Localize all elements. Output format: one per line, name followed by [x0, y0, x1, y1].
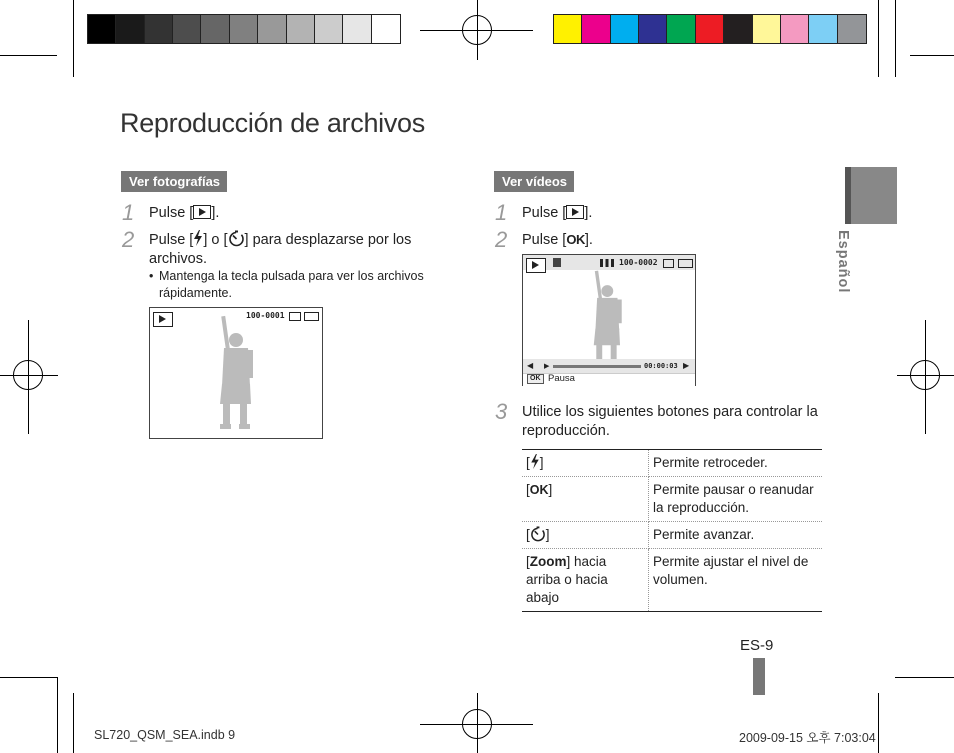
- controls-table: [522, 449, 822, 612]
- footer-date: 2009-09-15 오후 7:03:04: [739, 731, 876, 745]
- page-title: Reproducción de archivos: [120, 108, 425, 138]
- control-description: Permite avanzar.: [649, 522, 823, 549]
- control-description: Permite ajustar el nivel de volumen.: [649, 549, 823, 612]
- step-number: 1: [122, 200, 135, 225]
- gray-swatch: [343, 15, 371, 43]
- person-silhouette: [581, 269, 637, 369]
- color-swatch: [838, 15, 866, 43]
- fast-forward-icon: ▶: [683, 361, 690, 370]
- color-swatch: [753, 15, 781, 43]
- pause-indicator-icon: ▶: [544, 363, 550, 370]
- color-swatch: [667, 15, 695, 43]
- section-label-photos: Ver fotografías: [121, 171, 227, 192]
- photos-step-2: Pulse [ ] o [ ] para desplazarse por los archivos.: [149, 232, 412, 267]
- gray-swatch: [287, 15, 315, 43]
- battery-icon: [678, 259, 693, 268]
- control-key: [ ]: [522, 450, 649, 477]
- color-swatch: [781, 15, 809, 43]
- language-tab-block: [845, 167, 897, 224]
- play-icon: [193, 205, 211, 219]
- color-swatch: [809, 15, 837, 43]
- color-swatch: [696, 15, 724, 43]
- person-silhouette: [210, 314, 266, 432]
- color-swatch: [639, 15, 667, 43]
- step-number: 2: [495, 227, 508, 252]
- gray-swatch: [258, 15, 286, 43]
- step-number: 3: [495, 399, 508, 424]
- control-key: [ ]: [522, 522, 649, 549]
- gray-swatch: [88, 15, 116, 43]
- color-swatch: [611, 15, 639, 43]
- gray-swatch: [315, 15, 343, 43]
- process-color-bar: [553, 14, 867, 44]
- status-text: Pausa: [548, 373, 575, 384]
- volume-icon: [600, 259, 614, 267]
- videos-step-2: Pulse [OK].: [522, 232, 593, 248]
- page-number: ES-9: [740, 637, 774, 654]
- step-number: 2: [122, 227, 135, 252]
- ok-key: OK: [566, 232, 585, 247]
- battery-icon: [304, 312, 319, 321]
- video-playback-screen: [522, 254, 696, 386]
- memory-icon: [289, 312, 301, 321]
- rewind-icon: ◀: [527, 361, 534, 370]
- gray-swatch: [372, 15, 400, 43]
- timer-icon: [228, 230, 245, 247]
- footer-file: SL720_QSM_SEA.indb 9: [94, 728, 236, 742]
- movie-icon: [553, 258, 561, 267]
- language-tab-edge: [845, 167, 851, 224]
- gray-swatch: [230, 15, 258, 43]
- flash-icon: [530, 454, 540, 469]
- video-progress-track: [553, 365, 641, 368]
- color-swatch: [554, 15, 582, 43]
- step-number: 1: [495, 200, 508, 225]
- control-description: Permite retroceder.: [649, 450, 823, 477]
- file-counter: 100-0001: [246, 311, 285, 320]
- grayscale-color-bar: [87, 14, 401, 44]
- playback-mode-icon: [526, 258, 546, 273]
- timer-icon: [530, 526, 546, 542]
- table-row: [522, 549, 822, 612]
- page-number-bar: [753, 658, 765, 695]
- gray-swatch: [173, 15, 201, 43]
- photo-playback-screen: [149, 307, 323, 439]
- memory-icon: [663, 259, 674, 268]
- gray-swatch: [116, 15, 144, 43]
- videos-step-1: Pulse [ ].: [522, 205, 593, 221]
- control-key: [Zoom] hacia arriba o hacia abajo: [522, 549, 649, 612]
- playback-mode-icon: [153, 312, 173, 327]
- table-row: [522, 477, 822, 522]
- color-swatch: [724, 15, 752, 43]
- ok-badge: OK: [527, 374, 544, 384]
- language-tab-label: Español: [835, 230, 851, 294]
- elapsed-time: 00:00:03: [644, 362, 678, 370]
- gray-swatch: [201, 15, 229, 43]
- gray-swatch: [145, 15, 173, 43]
- color-swatch: [582, 15, 610, 43]
- control-description: Permite pausar o reanudar la reproducción.: [649, 477, 823, 522]
- table-row: [522, 522, 822, 549]
- file-counter: 100-0002: [619, 258, 658, 267]
- control-key: [OK]: [522, 477, 649, 522]
- table-row: [522, 450, 822, 477]
- section-label-videos: Ver vídeos: [494, 171, 574, 192]
- play-icon: [566, 205, 584, 219]
- photos-note: Mantenga la tecla pulsada para ver los archivos rápidamente.: [159, 269, 424, 300]
- videos-step-3: Utilice los siguientes botones para controlar la reproducción.: [522, 404, 818, 439]
- bullet-dot: •: [149, 269, 154, 283]
- flash-icon: [193, 230, 203, 246]
- photos-step-1: Pulse [ ].: [149, 205, 220, 221]
